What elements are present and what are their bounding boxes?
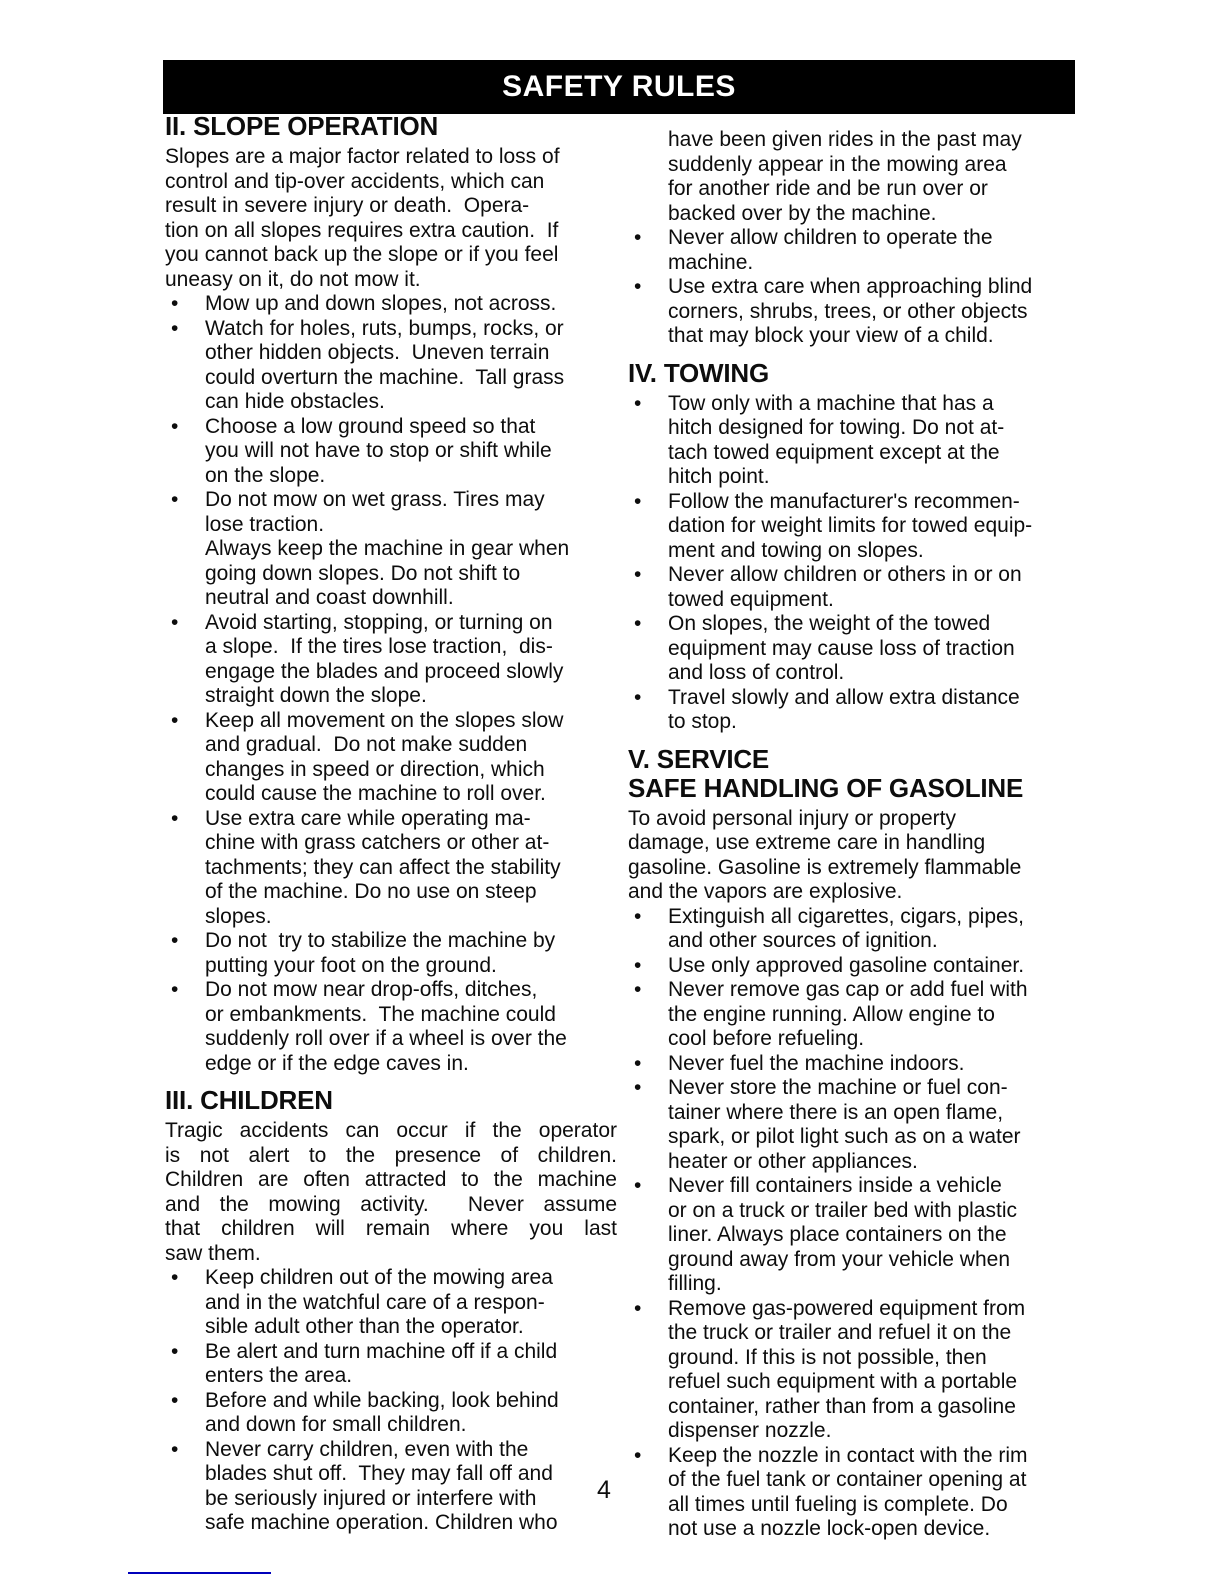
list-item (628, 563, 1080, 612)
children-continuation-bullet-list (628, 226, 1080, 349)
slope-intro-paragraph: Slopes are a major factor related to loss of control and tip-over accidents, which can result in severe injury or death. Opera- tion on all slopes requires extra caution. If you cannot back up the slope or if you feel uneasy on it, do not mow it. (165, 145, 560, 291)
list-item-text: Mow up and down slopes, not across. (205, 292, 557, 315)
bullet-icon: • (171, 1339, 179, 1363)
list-item-text: Never carry children, even with the blades shut off. They may fall off and be seriously injured or interfere with safe machine operation. Children who (205, 1437, 558, 1534)
children-bullet-list (165, 1266, 617, 1536)
towing-bullet-list (628, 392, 1080, 735)
section-heading-towing: IV. TOWING (628, 357, 770, 388)
slope-bullet-list (165, 292, 617, 1076)
list-item-text: Keep children out of the mowing area and in the watchful care of a respon- sible adult other than the operator. (205, 1266, 553, 1338)
bullet-icon: • (171, 806, 179, 830)
bullet-icon: • (171, 978, 179, 1001)
list-item (628, 1174, 1080, 1297)
right-column (628, 128, 1080, 1542)
bullet-icon: • (634, 612, 642, 635)
list-item-text: Use only approved gasoline container. (668, 953, 1025, 977)
list-item (628, 275, 1080, 349)
list-item-text: Keep all movement on the slopes slow and gradual. Do not make sudden changes in speed or direction, which could cause the machine to roll over. (205, 708, 564, 805)
list-item (628, 954, 1080, 979)
list-item-text: Never fuel the machine indoors. (668, 1051, 965, 1075)
list-item-text: Before and while backing, look behind and down for small children. (205, 1388, 559, 1436)
left-column (165, 112, 617, 1536)
bullet-icon: • (634, 1051, 642, 1075)
bullet-icon: • (634, 1443, 642, 1467)
bullet-icon: • (171, 488, 179, 511)
list-item-text: Never remove gas cap or add fuel with the engine running. Allow engine to cool before refueling. (668, 978, 1028, 1050)
bullet-icon: • (634, 685, 642, 709)
page-number: 4 (597, 1476, 611, 1504)
bullet-icon: • (634, 1076, 642, 1099)
list-item (165, 611, 617, 709)
list-item (165, 929, 617, 978)
page-title: SAFETY RULES (502, 70, 736, 103)
list-item (165, 1389, 617, 1438)
bullet-icon: • (634, 563, 642, 586)
list-item-text: Avoid starting, stopping, or turning on a slope. If the tires lose traction, dis- engage the blades and proceed slowly straight down the slope. (205, 610, 564, 707)
list-item-text: Travel slowly and allow extra distance to stop. (668, 685, 1020, 733)
bullet-icon: • (634, 226, 642, 249)
footer-underline (128, 1572, 271, 1574)
list-item (165, 1266, 617, 1340)
list-item (628, 686, 1080, 735)
list-item (628, 1444, 1080, 1542)
list-item (165, 1340, 617, 1389)
children-continuation-paragraph: have been given rides in the past may suddenly appear in the mowing area for another ride and be run over or backed over by the machine. (668, 128, 1022, 225)
bullet-icon: • (171, 316, 179, 340)
list-item (628, 226, 1080, 275)
bullet-icon: • (634, 978, 642, 1001)
list-item-text: Do not mow on wet grass. Tires may lose traction. Always keep the machine in gear when going down slopes. Do not shift to neutral and coast downhill. (205, 488, 570, 609)
gasoline-bullet-list (628, 905, 1080, 1542)
section-heading-children: III. CHILDREN (165, 1085, 333, 1115)
list-item-text: Never store the machine or fuel con- tainer where there is an open flame, spark, or pilot light such as on a water heater or other appliances. (668, 1076, 1021, 1173)
list-item-text: Tow only with a machine that has a hitch designed for towing. Do not at- tach towed equipment except at the hitch point. (668, 391, 1005, 488)
list-item-text: Never allow children to operate the machine. (668, 226, 993, 274)
list-item (628, 392, 1080, 490)
section-heading-service: V. SERVICE (628, 743, 770, 774)
list-item (165, 1438, 617, 1536)
bullet-icon: • (171, 708, 179, 732)
bullet-icon: • (634, 1296, 642, 1320)
list-item (628, 905, 1080, 954)
section-heading-slope-operation: II. SLOPE OPERATION (165, 111, 439, 141)
bullet-icon: • (634, 391, 642, 415)
list-item-text: Remove gas-powered equipment from the truck or trailer and refuel it on the ground. If this is not possible, then refuel such equipment with a portable container, rather than from a gasoline dispenser nozzle. (668, 1296, 1026, 1442)
list-item-text: Do not mow near drop-offs, ditches, or embankments. The machine could suddenly roll over if a wheel is over the edge or if the edge caves in. (205, 978, 567, 1075)
bullet-icon: • (634, 953, 642, 977)
list-item-text: Never fill containers inside a vehicle or on a truck or trailer bed with plastic liner. Always place containers on the ground away from your vehicle when filling. (668, 1174, 1017, 1295)
list-item (628, 1076, 1080, 1174)
bullet-icon: • (171, 610, 179, 634)
list-item-text: Watch for holes, ruts, bumps, rocks, or other hidden objects. Uneven terrain could overturn the machine. Tall grass can hide obstacles. (205, 316, 565, 413)
list-item-text: Follow the manufacturer's recommen- dation for weight limits for towed equip- ment and towing on slopes. (668, 489, 1033, 562)
bullet-icon: • (634, 489, 642, 513)
list-item (165, 317, 617, 415)
bullet-icon: • (171, 1266, 179, 1289)
list-item-text: Keep the nozzle in contact with the rim of the fuel tank or container opening at all times until fueling is complete. Do not use a nozzle lock-open device. (668, 1443, 1028, 1540)
page-title-bar (163, 60, 1075, 114)
list-item-text: Never allow children or others in or on towed equipment. (668, 563, 1022, 611)
bullet-icon: • (171, 414, 179, 438)
list-item (165, 709, 617, 807)
bullet-icon: • (171, 292, 179, 315)
list-item-text: Be alert and turn machine off if a child enters the area. (205, 1339, 558, 1387)
list-item-text: On slopes, the weight of the towed equipment may cause loss of traction and loss of control. (668, 612, 1015, 684)
list-item-text: Choose a low ground speed so that you will not have to stop or shift while on the slope. (205, 414, 552, 487)
list-item (165, 488, 617, 611)
list-item (628, 1052, 1080, 1077)
list-item (628, 490, 1080, 564)
list-item-text: Use extra care while operating ma- chine with grass catchers or other at- tachments; they can affect the stability of the machine. Do no use on steep slopes. (205, 806, 561, 928)
bullet-icon: • (171, 929, 179, 952)
bullet-icon: • (634, 1174, 642, 1197)
list-item (628, 612, 1080, 686)
section-subheading-gasoline: SAFE HANDLING OF GASOLINE (628, 772, 1024, 803)
list-item (165, 807, 617, 930)
bullet-icon: • (634, 904, 642, 928)
gasoline-intro-paragraph: To avoid personal injury or property damage, use extreme care in handling gasoline. Gasoline is extremely flammable and the vapors are explosive. (628, 806, 1022, 903)
list-item-text: Do not try to stabilize the machine by putting your foot on the ground. (205, 929, 556, 977)
list-item (165, 978, 617, 1076)
list-item (628, 1297, 1080, 1444)
bullet-icon: • (171, 1437, 179, 1461)
bullet-icon: • (634, 275, 642, 298)
list-item-text: Use extra care when approaching blind corners, shrubs, trees, or other objects that may block your view of a child. (668, 275, 1033, 347)
list-item (628, 978, 1080, 1052)
list-item (165, 292, 617, 317)
list-item (165, 415, 617, 489)
bullet-icon: • (171, 1388, 179, 1412)
children-intro-paragraph: Tragic accidents can occur if the operator is not alert to the presence of children. Children are often attracted to the machine and the mowing activity. Never assume that children will remain where you last saw them. (165, 1119, 617, 1265)
list-item-text: Extinguish all cigarettes, cigars, pipes, and other sources of ignition. (668, 904, 1025, 952)
